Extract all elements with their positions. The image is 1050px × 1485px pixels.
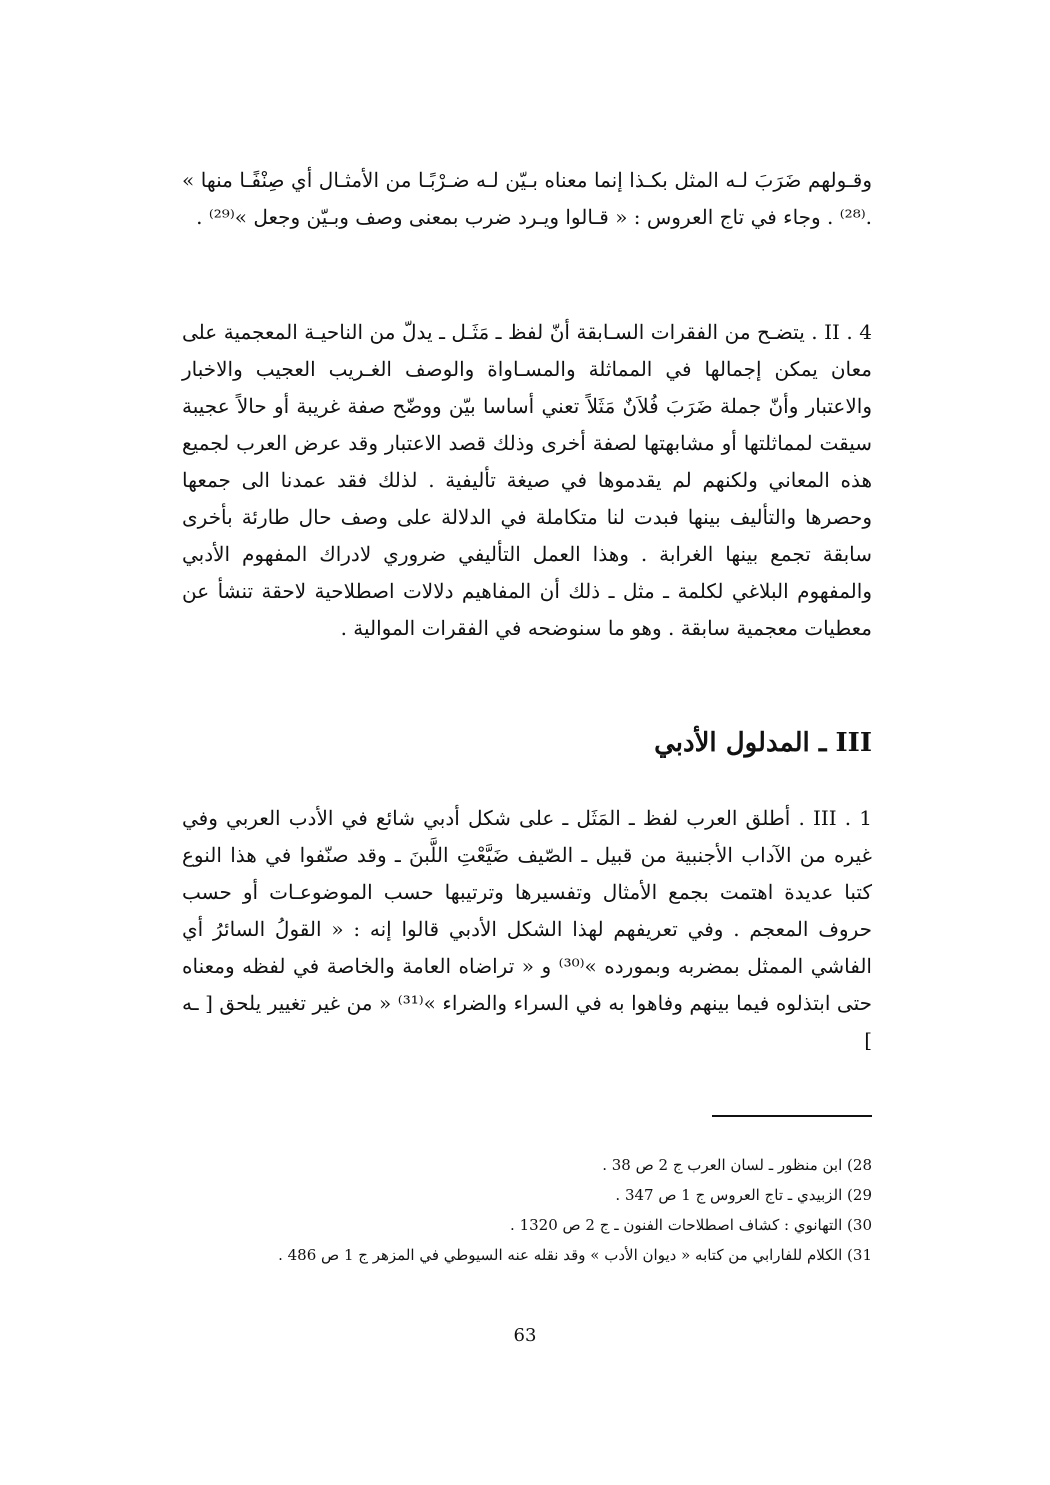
paragraph-section-2-4: II . 4 . يتضـح من الفقرات السـابقة أنّ لفظ ـ مَثَـل ـ يدلّ من الناحيـة المعجمية على معان يمكن إجمالها في المماثلة والمسـاواة والوصف الغـريب العجيب والاخبار والاعتبار وأنّ جملة ضَرَبَ فُلاَنٌ مَثَلاً تعني أساسا بيّن ووضّح صفة غريبة أو حالاً عجيبة سيقت لمماثلتها أو مشابهتها لصفة أخرى وذلك قصد الاعتبار وقد عرض العرب لجميع هذه المعاني ولكنهم لم يقدموها في صيغة تأليفية . لذلك فقد عمدنا الى جمعها وحصرها والتأليف بينها فبدت لنا متكاملة في الدلالة على وصف حال طارئة بأخرى سابقة تجمع بينها الغرابة . وهذا العمل التأليفي ضروري لادراك المفهوم الأدبي والمفهوم البلاغي لكلمة ـ مثل ـ ذلك أن المفاهيم دلالات اصطلاحية لاحقة تنشأ عن معطيات معجمية سابقة . وهو ما سنوضحه في الفقرات الموالية . [182, 320, 872, 640]
footnote-29: 29) الزبيدي ـ تاج العروس ج 1 ص 347 . [615, 1186, 872, 1204]
section-heading: III ـ المدلول الأدبي [654, 728, 872, 758]
footnote-30: 30) التهانوي : كشاف اصطلاحات الفنون ـ ج 2 ص 1320 . [510, 1216, 872, 1234]
paragraph-intro: وقـولهم ضَرَبَ لـه المثل بكـذا إنما معناه بـيّن لـه ضـرْبًـا من الأمثـال أي صِنْفًـا منها » .⁽²⁸⁾ . وجاء في تاج العروس : « قـالوا ويـرد ضرب بمعنى وصف وبـيّن وجعل »⁽²⁹⁾ . [182, 168, 872, 229]
paragraph-section-3-1: III . 1 . أطلق العرب لفظ ـ المَثَل ـ على شكل أدبي شائع في الأدب العربي وفي غيره من الآداب الأجنبية من قبيل ـ الصّيف ضَيَّعْتِ اللَّبنَ ـ وقد صنّفوا في هذا النوع كتبا عديدة اهتمت بجمع الأمثال وتفسيرها وترتيبها حسب الموضوعـات أو حسب حروف المعجم . وفي تعريفهم لهذا الشكل الأدبي قالوا إنه : « القولُ السائرُ أي الفاشي الممثل بمضربه وبمورده »⁽³⁰⁾ و « تراضاه العامة والخاصة في لفظه ومعناه حتى ابتذلوه فيما بينهم وفاهوا به في السراء والضراء »⁽³¹⁾ « من غير تغيير يلحق [ ـه ] [182, 806, 872, 1052]
page-number: 63 [513, 1325, 537, 1346]
footnotes-list [182, 1150, 872, 1270]
footnote-28: 28) ابن منظور ـ لسان العرب ج 2 ص 38 . [602, 1156, 872, 1174]
footnote-divider [712, 1115, 872, 1117]
footnote-31: 31) الكلام للفارابي من كتابه « ديوان الأدب » وقد نقله عنه السيوطي في المزهر ج 1 ص 486 . [278, 1246, 872, 1264]
